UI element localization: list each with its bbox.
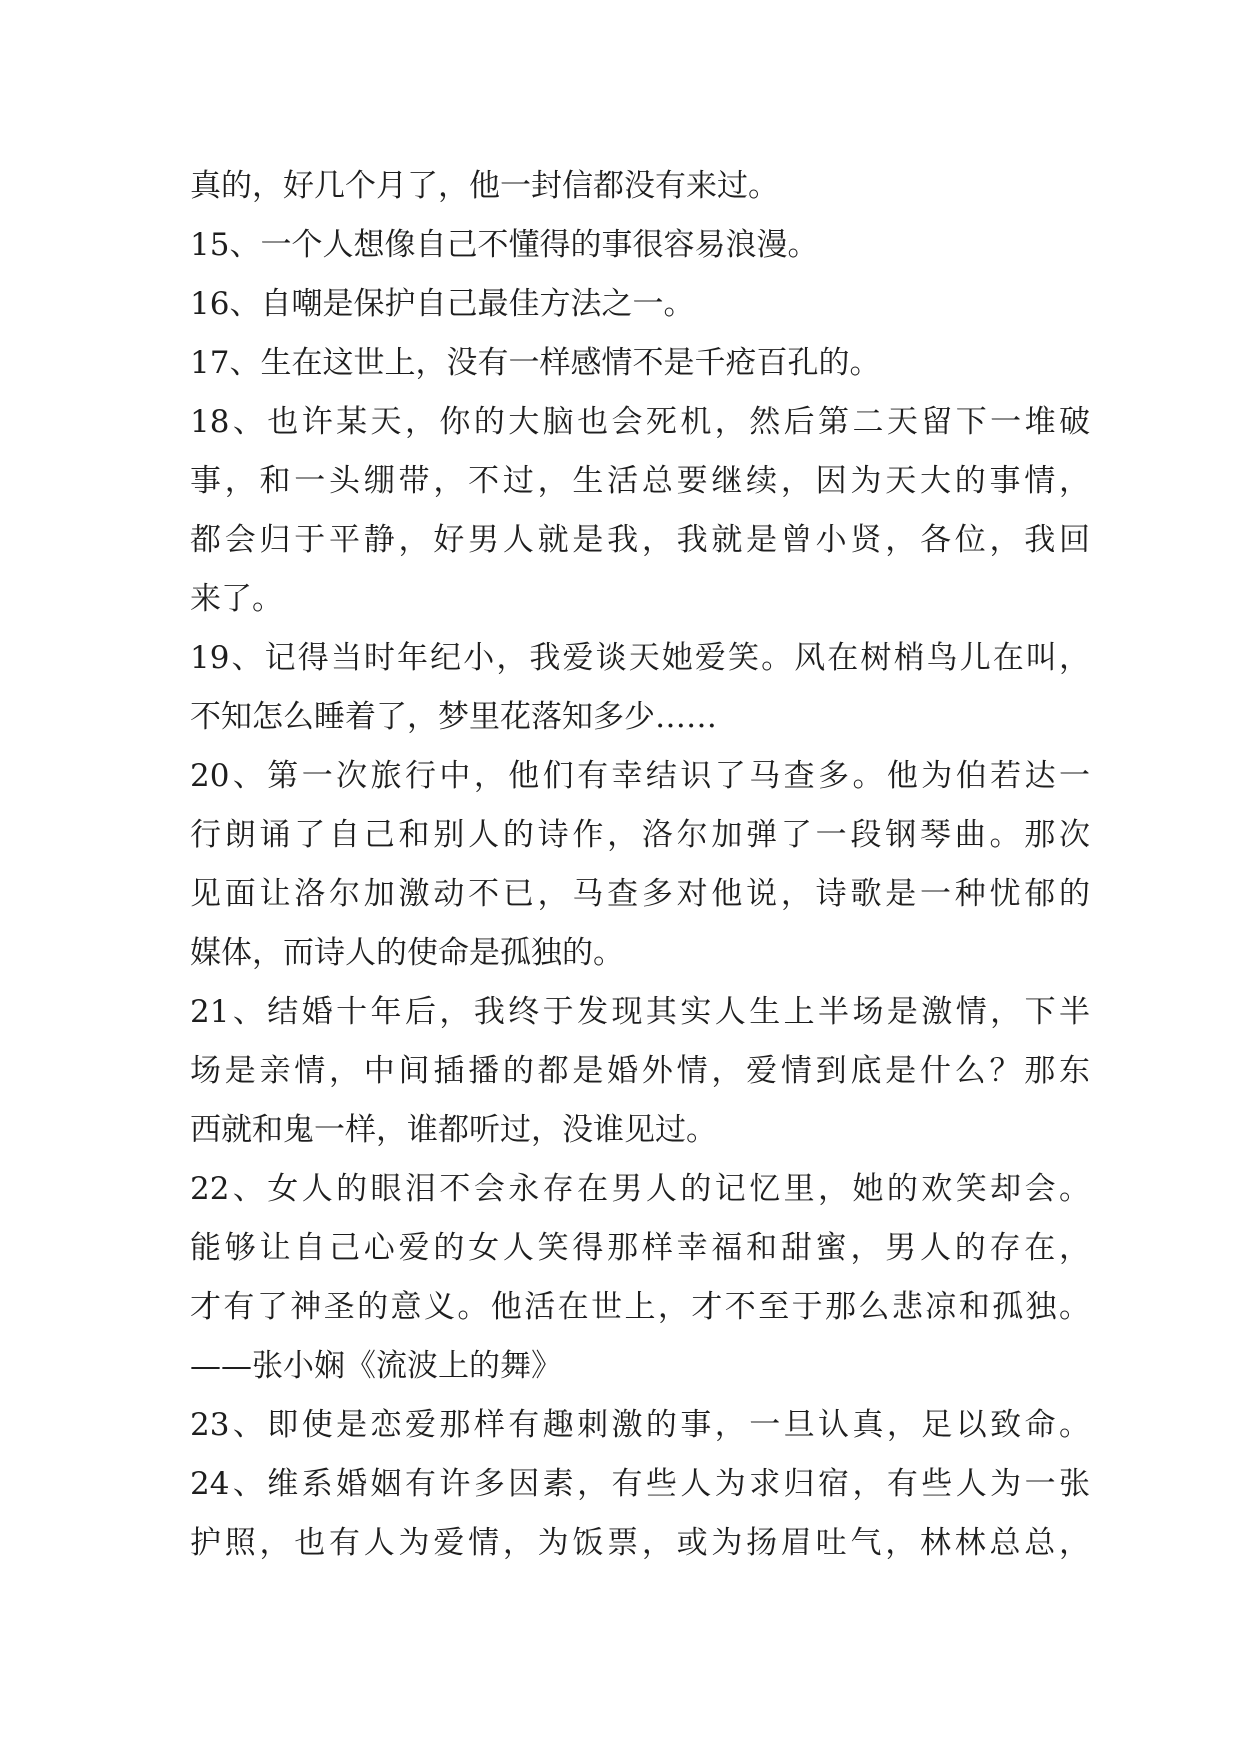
text-line: 西就和鬼一样，谁都听过，没谁见过。 [190, 1112, 717, 1148]
document-body [190, 157, 1090, 1573]
text-line: 16、自嘲是保护自己最佳方法之一。 [190, 286, 695, 322]
text-line: 才有了神圣的意义。他活在世上，才不至于那么悲凉和孤独。 [190, 1289, 1090, 1325]
text-line: 不知怎么睡着了，梦里花落知多少…… [190, 699, 717, 735]
text-line: 17、生在这世上，没有一样感情不是千疮百孔的。 [190, 345, 881, 381]
text-line: 护照，也有人为爱情，为饭票，或为扬眉吐气，林林总总， [190, 1525, 1090, 1561]
text-line: 行朗诵了自己和别人的诗作，洛尔加弹了一段钢琴曲。那次 [190, 817, 1090, 853]
text-line: 15、一个人想像自己不懂得的事很容易浪漫。 [190, 227, 819, 263]
text-line: 媒体，而诗人的使命是孤独的。 [190, 935, 624, 971]
text-line: 24、维系婚姻有许多因素，有些人为求归宿，有些人为一张 [190, 1466, 1090, 1502]
text-line: 21、结婚十年后，我终于发现其实人生上半场是激情，下半 [190, 994, 1090, 1030]
text-line: 都会归于平静，好男人就是我，我就是曾小贤，各位，我回 [190, 522, 1090, 558]
text-line: 场是亲情，中间插播的都是婚外情，爱情到底是什么？那东 [190, 1053, 1090, 1089]
text-line: 20、第一次旅行中，他们有幸结识了马查多。他为伯若达一 [190, 758, 1090, 794]
text-line: 见面让洛尔加激动不已，马查多对他说，诗歌是一种忧郁的 [190, 876, 1090, 912]
text-line: 19、记得当时年纪小，我爱谈天她爱笑。风在树梢鸟儿在叫， [190, 640, 1090, 676]
text-line: ——张小娴《流波上的舞》 [190, 1348, 562, 1384]
text-line: 来了。 [190, 581, 283, 617]
text-line: 18、也许某天，你的大脑也会死机，然后第二天留下一堆破 [190, 404, 1090, 440]
text-line: 真的，好几个月了，他一封信都没有来过。 [190, 168, 779, 204]
text-line: 22、女人的眼泪不会永存在男人的记忆里，她的欢笑却会。 [190, 1171, 1090, 1207]
text-line: 23、即使是恋爱那样有趣刺激的事，一旦认真，足以致命。 [190, 1407, 1090, 1443]
text-line: 能够让自己心爱的女人笑得那样幸福和甜蜜，男人的存在， [190, 1230, 1090, 1266]
text-line: 事，和一头绷带，不过，生活总要继续，因为天大的事情， [190, 463, 1090, 499]
